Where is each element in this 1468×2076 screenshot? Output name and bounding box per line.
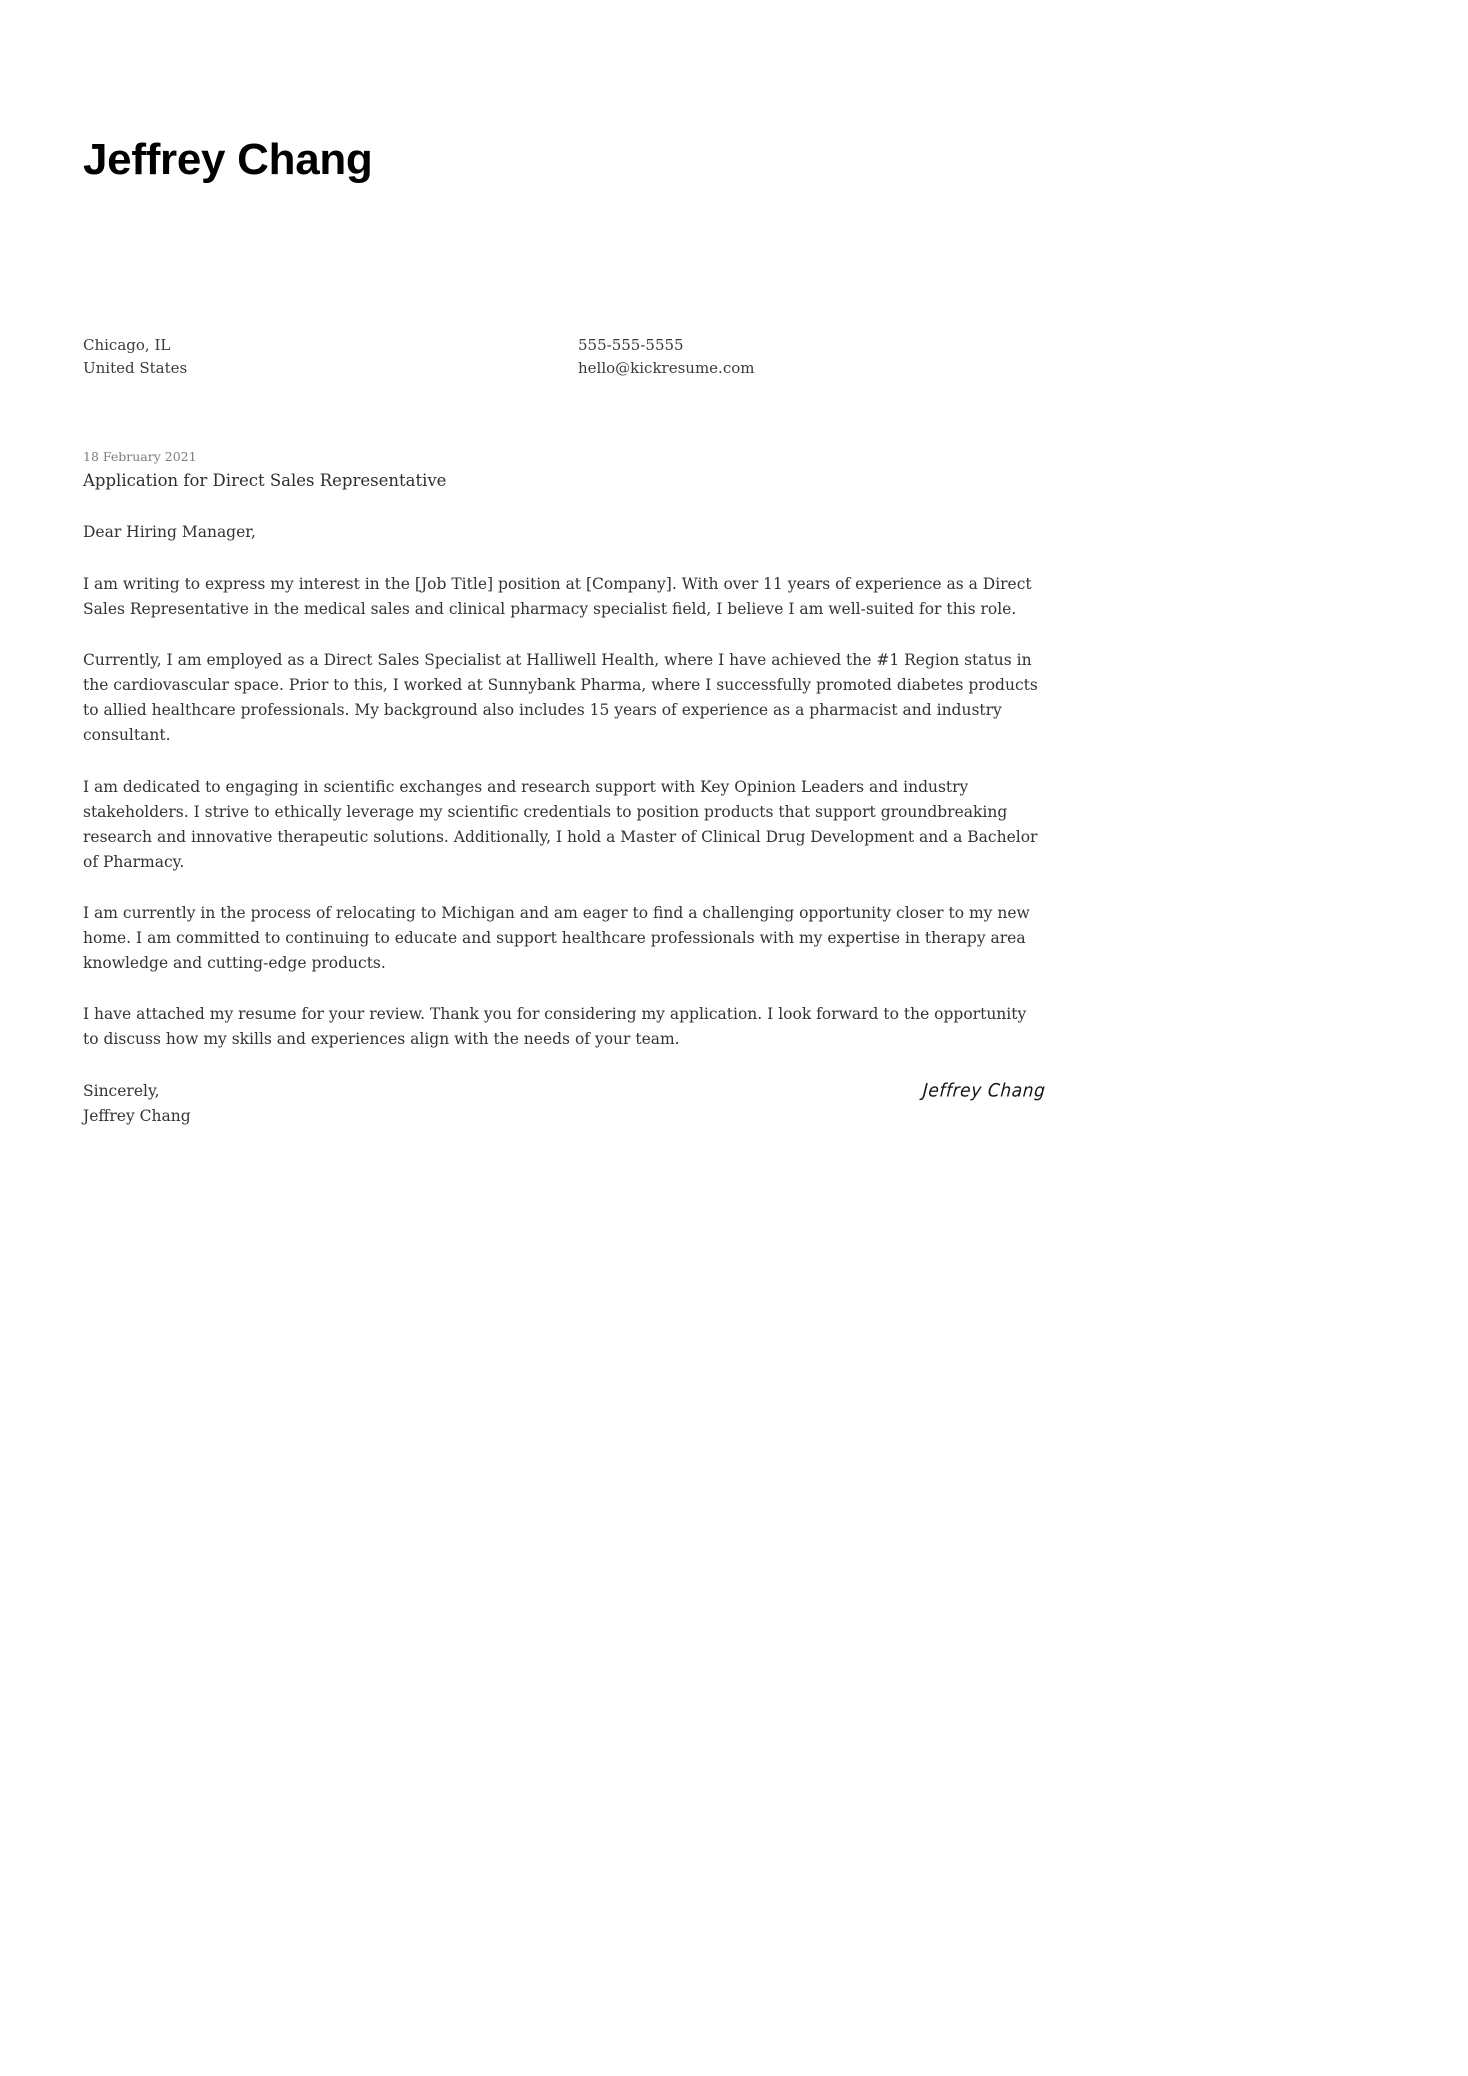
handwritten-signature: Jeffrey Chang — [922, 1080, 1047, 1102]
contact-block — [83, 334, 1045, 381]
letter-paragraph: Currently, I am employed as a Direct Sales Specialist at Halliwell Health, where I have achieved the #1 Region status in the cardiovascular space. Prior to this, I worked at Sunnybank Pharma, where I successfully promoted diabetes products to allied healthcare professionals. My background also includes 15 years of experience as a pharmacist and industry consultant. — [83, 651, 1038, 745]
letter-paragraph: I am currently in the process of relocating to Michigan and am eager to find a challenging opportunity closer to my new home. I am committed to continuing to educate and support healthcare professionals with my expertise in therapy area knowledge and cutting-edge products. — [83, 904, 1030, 973]
contact-city-state: Chicago, IL — [83, 336, 171, 354]
letter-paragraph: I am dedicated to engaging in scientific exchanges and research support with Key Opinion Leaders and industry stakeholders. I strive to ethically leverage my scientific credentials to position products that support groundbreaking research and innovative therapeutic solutions. Additionally, I hold a Master of Clinical Drug Development and a Bachelor of Pharmacy. — [83, 777, 1038, 871]
contact-phone: 555-555-5555 — [578, 336, 684, 354]
letter-paragraph: I have attached my resume for your review. Thank you for considering my application. I look forward to the opportunity to discuss how my skills and experiences align with the needs of your team. — [83, 1005, 1027, 1049]
letter-date: 18 February 2021 — [83, 449, 197, 464]
letter-paragraph: I am writing to express my interest in the [Job Title] position at [Company]. With over 11 years of experience as a Direct Sales Representative in the medical sales and clinical pharmacy specialist field, I believe I am well-suited for this role. — [83, 574, 1032, 619]
contact-country: United States — [83, 359, 188, 378]
contact-email: hello@kickresume.com — [578, 359, 755, 378]
closing-name: Jeffrey Chang — [83, 1106, 191, 1125]
letter-subject: Application for Direct Sales Representative — [83, 470, 447, 490]
page-title: Jeffrey Chang — [83, 135, 373, 185]
contact-column-details — [578, 334, 1045, 381]
signature-block — [83, 1082, 1045, 1102]
contact-column-address — [83, 334, 578, 381]
letter-salutation: Dear Hiring Manager, — [83, 522, 256, 541]
letter-body — [83, 448, 1045, 1129]
closing-salutation: Sincerely, — [83, 1081, 160, 1100]
